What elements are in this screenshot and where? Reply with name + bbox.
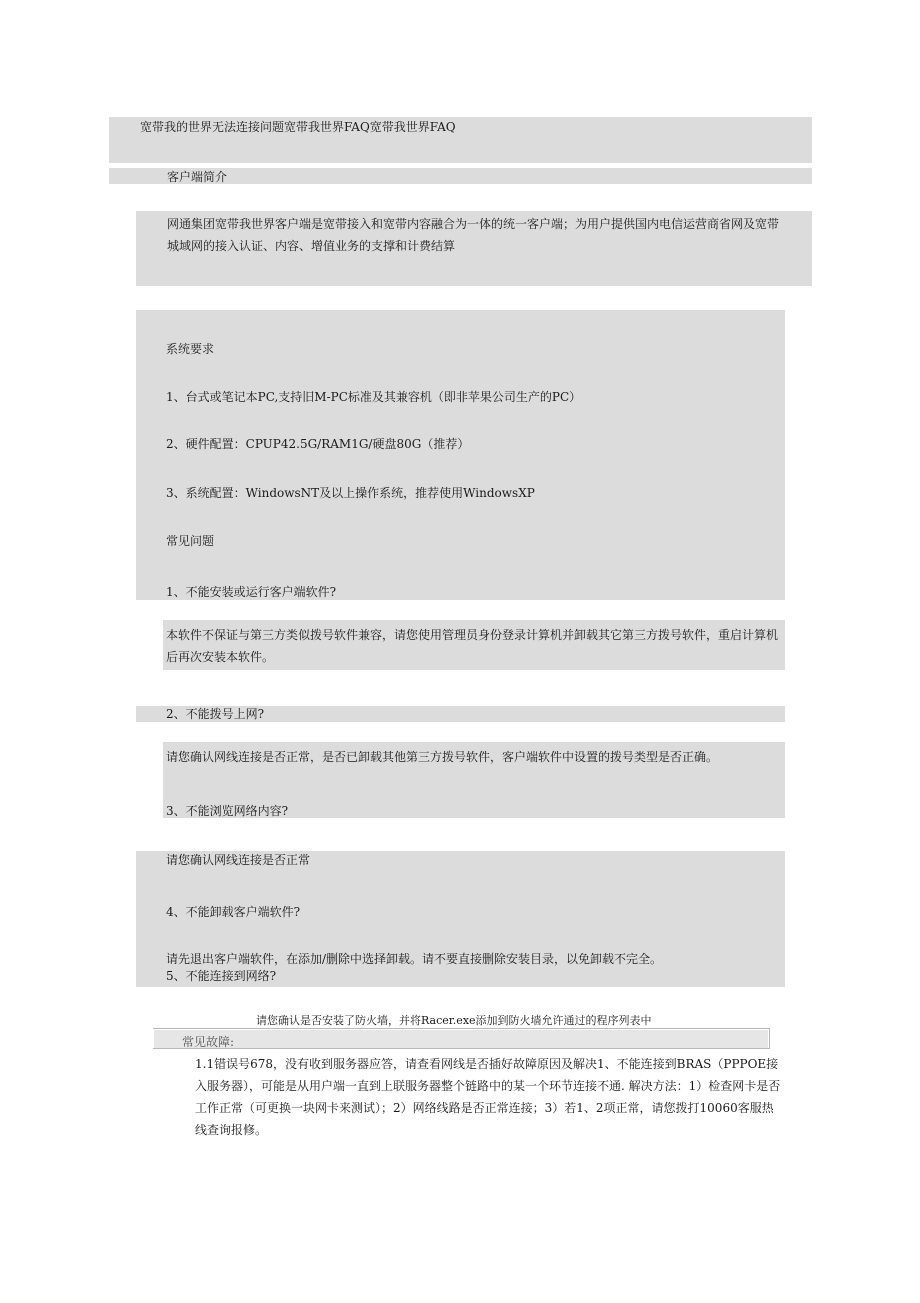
faults-text: 1.1错误号678，没有收到服务器应答，请查看网线是否插好故障原因及解决1、不能连接到BRAS（PPPOE接入服务器），可能是从用户端一直到上联服务器整个链路中的某一个环节连接不通. 解决方法：1）检查网卡是否工作正常（可更换一块网卡来测试）；2）网络线路是否正常连接；3）若1、2项正常，请您拨打10060客服热线查询报修。 [195, 1057, 781, 1137]
faq-heading: 常见问题 [166, 534, 215, 548]
faq-answer-1: 本软件不保证与第三方类似拨号软件兼容，请您使用管理员身份登录计算机并卸载其它第三方拨号软件，重启计算机后再次安装本软件。 [166, 628, 779, 664]
faq-question-4: 4、不能卸载客户端软件? [166, 905, 301, 919]
faq-answer-2: 请您确认网线连接是否正常，是否已卸载其他第三方拨号软件，客户端软件中设置的拨号类型是否正确。 [166, 750, 719, 764]
faq-question-3: 3、不能浏览网络内容? [166, 804, 289, 818]
faq-question-5: 5、不能连接到网络? [166, 969, 277, 983]
faults-bottom-rule [153, 1048, 770, 1049]
requirement-item: 1、台式或笔记本PC,支持旧M-PC标准及其兼容机（即非苹果公司生产的PC） [166, 390, 582, 404]
requirements-band [136, 310, 785, 600]
intro-text: 网通集团宽带我世界客户端是宽带接入和宽带内容融合为一体的统一客户端；为用户提供国内电信运营商省网及宽带城域网的接入认证、内容、增值业务的支撑和计费结算 [167, 217, 780, 253]
faq-answer-4: 请先退出客户端软件，在添加/删除中选择卸载。请不要直接删除安装目录，以免卸载不完全。 [166, 952, 663, 966]
faults-top-rule [153, 1028, 770, 1029]
requirement-item: 3、系统配置：WindowsNT及以上操作系统，推荐使用WindowsXP [166, 486, 535, 500]
page-title: 宽带我的世界无法连接问题宽带我世界FAQ宽带我世界FAQ [140, 120, 456, 134]
faults-right-rule [769, 1028, 770, 1049]
intro-heading: 客户端简介 [167, 170, 228, 184]
faq-question-1: 1、不能安装或运行客户端软件? [166, 585, 337, 599]
requirement-item: 2、硬件配置：CPUP42.5G/RAM1G/硬盘80G（推荐） [166, 437, 470, 451]
faults-heading-band [154, 1030, 768, 1048]
requirements-heading: 系统要求 [166, 342, 215, 356]
faults-heading: 常见故障: [182, 1035, 235, 1049]
faq-question-2: 2、不能拨号上网? [166, 707, 265, 721]
faq-answer-3: 请您确认网线连接是否正常 [166, 853, 311, 867]
faq-answer-5: 请您确认是否安装了防火墙，并将Racer.exe添加到防火墙允许通过的程序列表中 [256, 1014, 652, 1027]
faq-lower-band [136, 851, 785, 987]
